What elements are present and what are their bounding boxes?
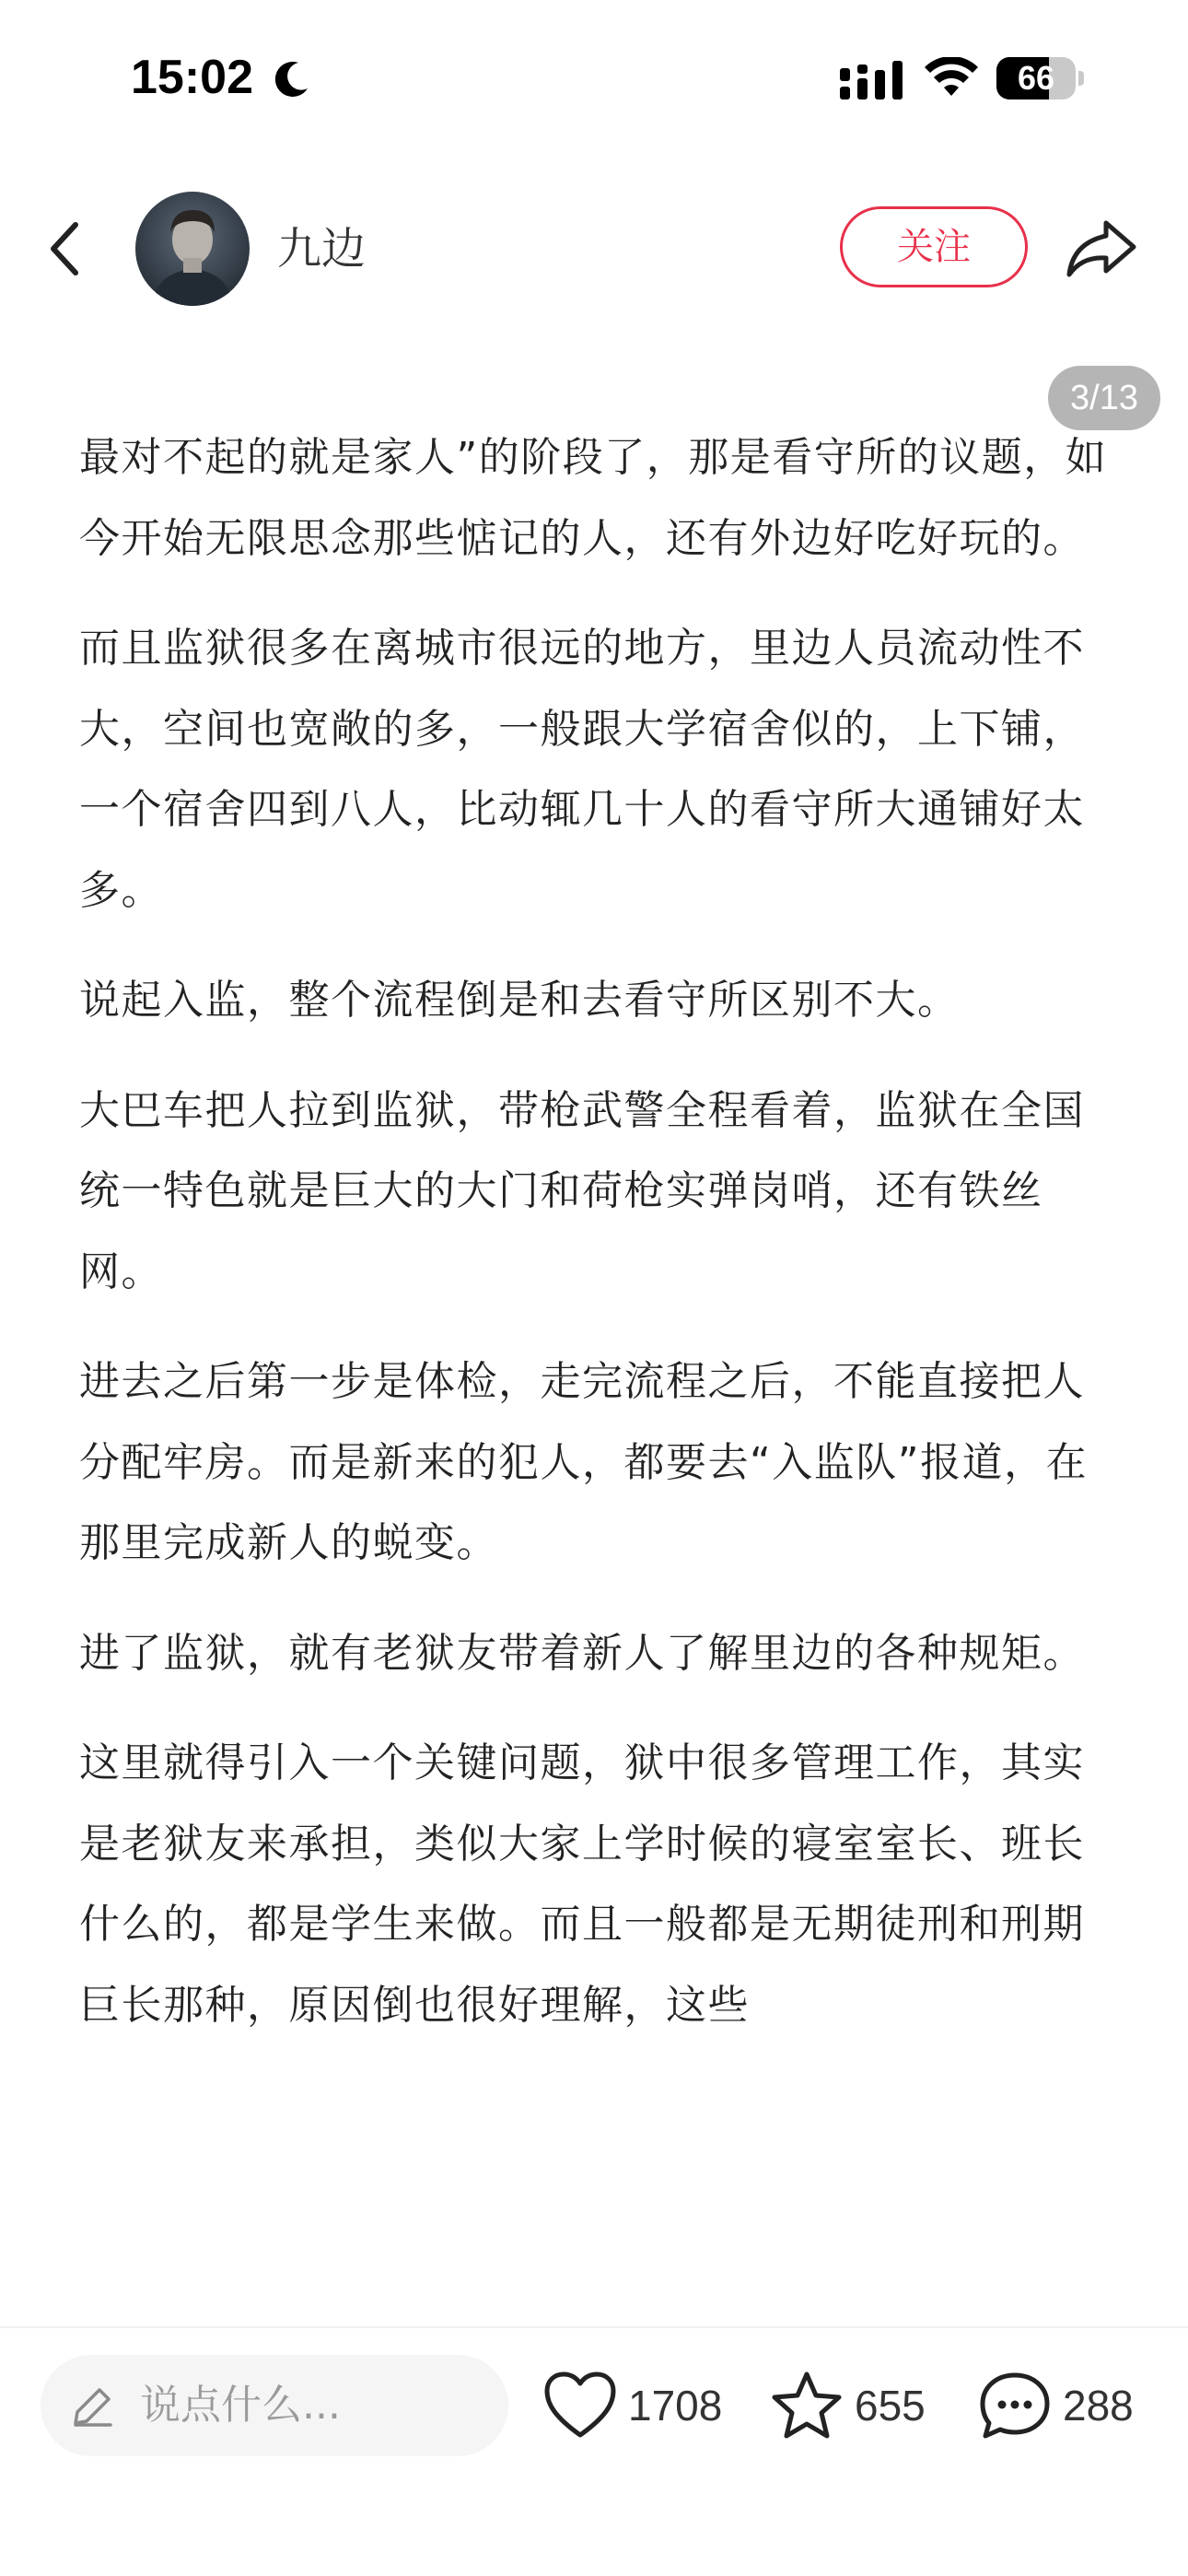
status-bar xyxy=(0,0,1188,157)
battery-level: 66 xyxy=(1017,59,1055,97)
author-name[interactable]: 九边 xyxy=(277,223,367,275)
collect-button[interactable] xyxy=(770,2368,945,2443)
battery-body xyxy=(996,57,1076,100)
battery-icon xyxy=(996,57,1085,100)
avatar[interactable] xyxy=(135,192,250,306)
paragraph: 而且监狱很多在离城市很远的地方，里边人员流动性不大，空间也宽敞的多，一般跟大学宿舍似的，上下铺，一个宿舍四到八人，比动辄几十人的看守所大通铺好太多。 xyxy=(79,625,1085,914)
bottom-bar-divider xyxy=(0,2326,1188,2328)
comment-placeholder: 说点什么... xyxy=(140,2382,341,2429)
share-icon[interactable] xyxy=(1062,212,1139,286)
cellular-signal-icon xyxy=(840,61,904,100)
follow-button[interactable]: 关注 xyxy=(840,206,1028,287)
wifi-icon xyxy=(924,57,979,100)
star-icon xyxy=(770,2371,844,2441)
paragraph: 说起入监，整个流程倒是和去看守所区别不大。 xyxy=(79,977,960,1024)
moon-icon xyxy=(271,59,311,100)
status-time: 15:02 xyxy=(131,51,253,104)
comment-button[interactable] xyxy=(978,2368,1162,2443)
back-arrow-icon[interactable] xyxy=(37,212,103,286)
paragraph: 进去之后第一步是体检，走完流程之后，不能直接把人分配牢房。而是新来的犯人，都要去“入监队”报道，在那里完成新人的蜕变。 xyxy=(79,1358,1089,1566)
paragraph: 这里就得引入一个关键问题，狱中很多管理工作，其实是老狱友来承担，类似大家上学时候的寝室室长、班长什么的，都是学生来做。而且一般都是无期徒刑和刑期巨长那种，原因倒也很好理解，这些 xyxy=(79,1739,1085,2029)
pencil-icon xyxy=(72,2384,114,2427)
like-count: 1708 xyxy=(628,2382,723,2430)
like-button[interactable] xyxy=(543,2368,728,2443)
comment-input[interactable] xyxy=(41,2355,508,2456)
heart-icon xyxy=(543,2371,617,2441)
nav-header xyxy=(0,184,1188,313)
paragraph: 大巴车把人拉到监狱，带枪武警全程看着，监狱在全国统一特色就是巨大的大门和荷枪实弹岗哨，还有铁丝网。 xyxy=(79,1086,1085,1295)
battery-cap xyxy=(1078,71,1084,86)
paragraph: 最对不起的就是家人”的阶段了，那是看守所的议题，如今开始无限思念那些惦记的人，还有外边好吃好玩的。 xyxy=(79,434,1108,562)
page-indicator: 3/13 xyxy=(1048,366,1160,430)
article-body xyxy=(79,417,1111,2219)
comment-count: 288 xyxy=(1063,2382,1134,2430)
chat-bubble-icon xyxy=(978,2371,1052,2441)
collect-count: 655 xyxy=(855,2382,926,2430)
paragraph: 进了监狱，就有老狱友带着新人了解里边的各种规矩。 xyxy=(79,1629,1085,1677)
